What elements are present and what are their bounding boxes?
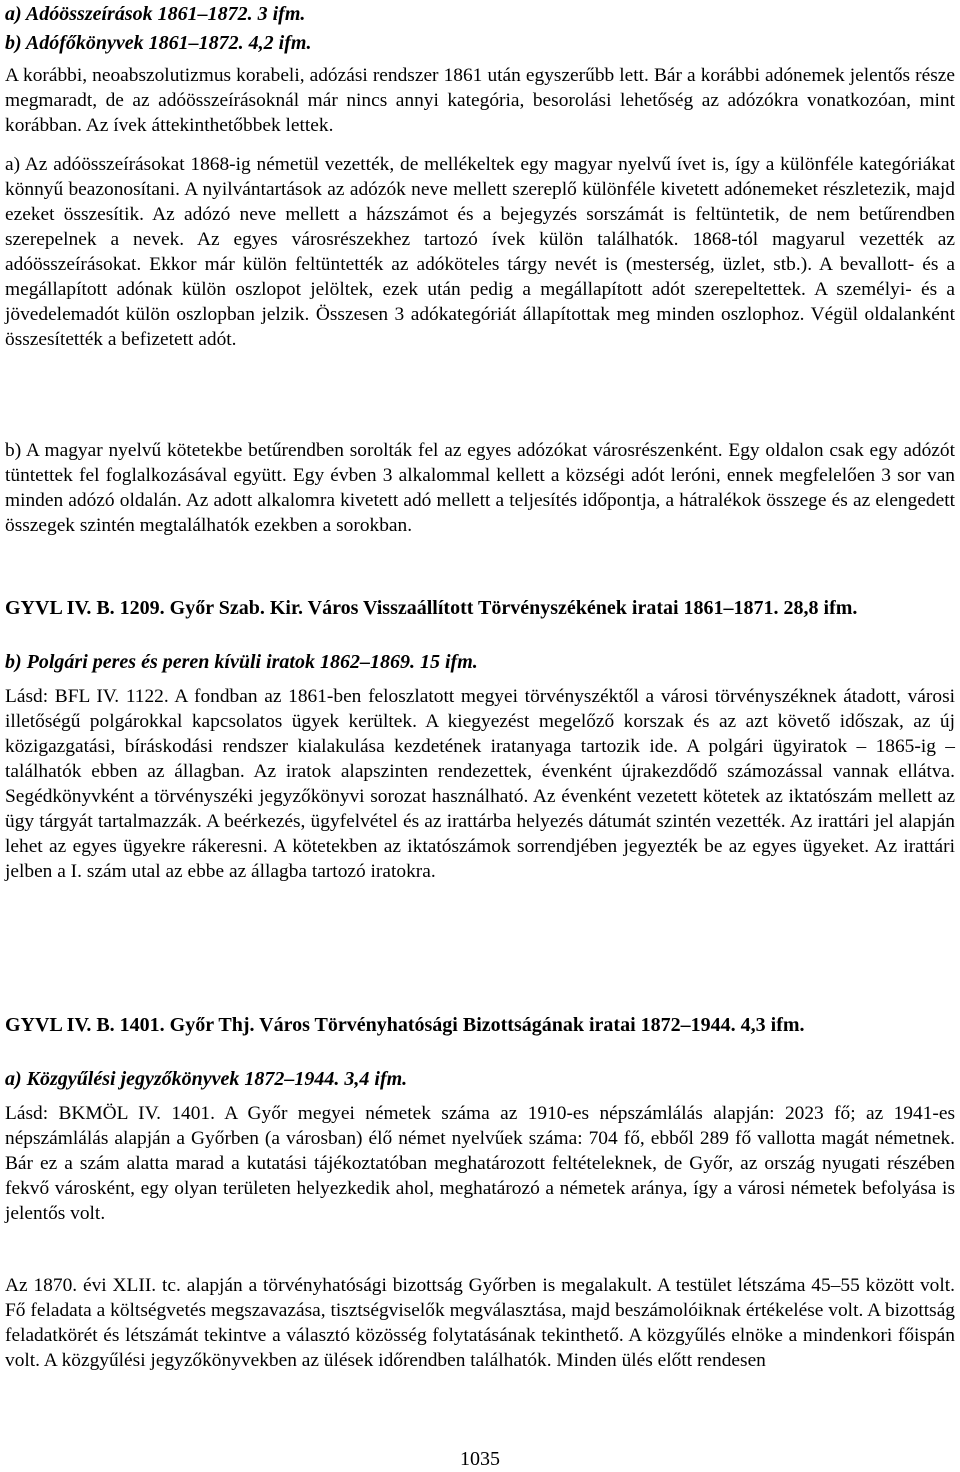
section-subheading-1209: b) Polgári peres és peren kívüli iratok 1862–1869. 15 ifm. xyxy=(5,651,478,673)
paragraph-a: a) Az adóösszeírásokat 1868-ig németül vezették, de mellékeltek egy magyar nyelvű ívet is, így a különféle kategóriákat könnyű beazonosítani. A nyilvántartások az adózók neve mellett szereplő különféle kivetett adónemeket részletezik, majd ezeket összesítik. Az adózó neve mellett a házszámot és a bejegyzés sorszámát is feltüntetik, de nem betűrendben szerepelnek a nevek. Az egyes városrészekhez tartozó ívek külön találhatók. 1868-tól magyarul vezették az adóösszeírásokat. Ekkor már külön feltüntették az adóköteles tárgy nevét is (mesterség, üzlet, stb.). A bevallott- és a megállapított adónak külön oszlopot jelöltek, ezek után pedig a megállapított adót szerepeltettek. A személyi- és a jövedelemadót külön oszlopban jelzik. Összesen 3 adókategóriát állapítottak meg minden oszlophoz. Végül oldalanként összesítették a befizetett adót. xyxy=(5,154,955,350)
section-subheading-1401: a) Közgyűlési jegyzőkönyvek 1872–1944. 3,4 ifm. xyxy=(5,1068,408,1090)
page-number: 1035 xyxy=(460,1448,500,1470)
intro-paragraph: A korábbi, neoabszolutizmus korabeli, adózási rendszer 1861 után egyszerűbb lett. Bár a korábbi adónemek jelentős része megmaradt, de az adóösszeírásoknál már nincs annyi kategória, besorolási lehetőség az adózókra vonatkozóan, mint korábban. Az ívek áttekinthetőbbek lettek. xyxy=(5,65,955,136)
section-paragraph-1401-b: Az 1870. évi XLII. tc. alapján a törvényhatósági bizottság Győrben is megalakult. A testület létszáma 45–55 között volt. Fő feladata a költségvetés megszavazása, tisztségviselők megválasztása, majd beszámolóiknak értékelése volt. A bizottság feladatkörét és létszámát tekintve a választó közösség folytatásának tekinthető. A közgyűlés elnöke a mindenkori főispán volt. A közgyűlési jegyzőkönyvekben az ülések időrendben találhatók. Minden ülés előtt rendesen xyxy=(5,1275,955,1371)
section-heading-1209: GYVL IV. B. 1209. Győr Szab. Kir. Város Visszaállított Törvényszékének iratai 1861–1871. 28,8 ifm. xyxy=(5,597,858,619)
section-heading-1401: GYVL IV. B. 1401. Győr Thj. Város Törvényhatósági Bizottságának iratai 1872–1944. 4,3 ifm. xyxy=(5,1014,805,1036)
subseries-b-title: b) Adófőkönyvek 1861–1872. 4,2 ifm. xyxy=(5,32,312,54)
section-paragraph-1401-a: Lásd: BKMÖL IV. 1401. A Győr megyei németek száma az 1910-es népszámlálás alapján: 2023 fő; az 1941-es népszámlálás alapján a Győrben (a városban) élő német nyelvűek száma: 704 fő, ebből 289 fő vallotta magát németnek. Bár ez a szám alatta marad a kutatási tájékoztatóban meghatározott feltételeknek, de Győr, az ország nyugati részében fekvő városként, egy olyan területen helyezkedik ahol, meghatározó a németek aránya, így a városi németek befolyása is jelentős volt. xyxy=(5,1103,955,1224)
subseries-a-title: a) Adóösszeírások 1861–1872. 3 ifm. xyxy=(5,3,306,25)
paragraph-b: b) A magyar nyelvű kötetekbe betűrendben sorolták fel az egyes adózókat városrészenként. Egy oldalon csak egy adózót tüntettek fel foglalkozásával együtt. Egy évben 3 alkalommal kellett a községi adót leróni, ennek megfelelően 3 sor van minden adózó oldalán. Az adott alkalomra kivetett adó mellett a teljesítés időpontja, a hátralékok összege és az elengedett összegek szintén megtalálhatók ezekben a sorokban. xyxy=(5,440,955,536)
section-paragraph-1209: Lásd: BFL IV. 1122. A fondban az 1861-ben feloszlatott megyei törvényszéktől a városi törvényszéknek átadott, városi illetőségű polgárokkal kapcsolatos ügyek kerültek. A kiegyezést megelőző korszak és az azt követő időszak, az új közigazgatási, bíráskodási rendszer kialakulása kezdetének iratanyaga tartozik ide. A polgári ügyiratok – 1865-ig – találhatók ebben az állagban. Az iratok alapszinten rendezettek, évenként újrakezdődő számozással vannak ellátva. Segédkönyvként a törvényszéki jegyzőkönyvi sorozat használható. Az évenként vezetett kötetek az iktatószám mellett az ügy tárgyát tartalmazzák. A beérkezés, ügyfelvétel és az irattárba helyezés dátumát szintén vezették. Az irattári jel alapján lehet az egyes ügyekre rákeresni. A kötetekben az iktatószámok sorrendjében jegyezték be az egyes ügyeket. Az irattári jelben a I. szám utal az ebbe az állagba tartozó iratokra. xyxy=(5,686,955,882)
